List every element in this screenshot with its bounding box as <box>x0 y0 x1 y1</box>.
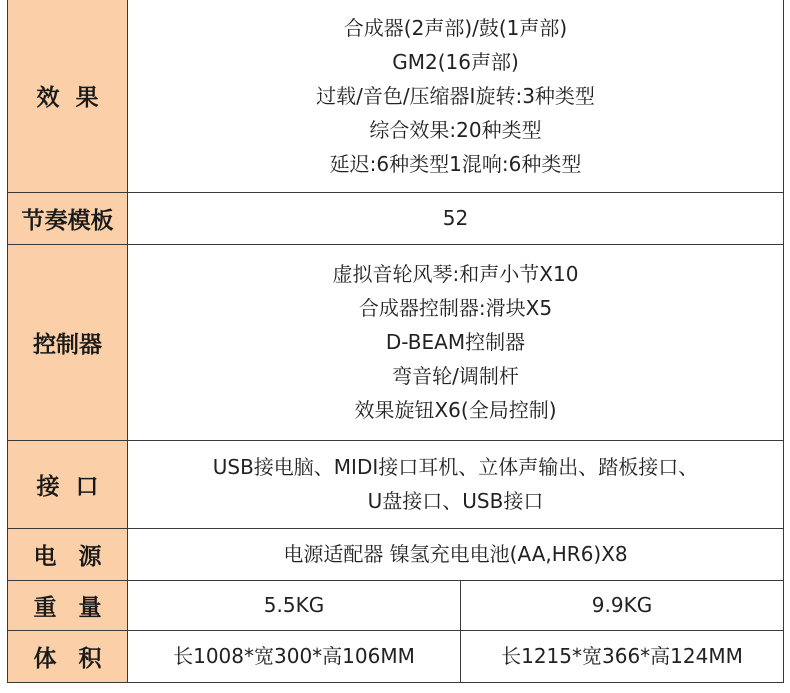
value-line: USB接电脑、MIDI接口耳机、立体声输出、踏板接口、 <box>212 455 699 479</box>
value-line: D-BEAM控制器 <box>385 330 526 354</box>
value-line: 综合效果:20种类型 <box>369 117 542 142</box>
value-interfaces <box>128 440 784 528</box>
value-line: 52 <box>442 206 469 230</box>
value-line: 合成器(2声部)/鼓(1声部) <box>343 15 568 40</box>
spec-row-rhythm-patterns <box>8 192 784 244</box>
value-power <box>128 528 784 580</box>
value-line: 弯音轮/调制杆 <box>392 364 519 388</box>
value-weight-left: 5.5KG <box>128 580 461 630</box>
value-rhythm-patterns <box>128 192 784 244</box>
value-line: 虚拟音轮风琴:和声小节X10 <box>332 262 579 286</box>
label-power: 电源 <box>8 528 128 580</box>
value-line: 延迟:6种类型1混响:6种类型 <box>329 151 582 176</box>
spec-row-power <box>8 528 784 580</box>
label-weight: 重量 <box>8 580 128 630</box>
value-dimensions-left: 长1008*宽300*高106MM <box>128 630 461 682</box>
spec-row-weight <box>8 580 784 630</box>
spec-row-effects <box>8 0 784 192</box>
value-dimensions-right: 长1215*宽366*高124MM <box>461 630 784 682</box>
value-line: 效果旋钮X6(全局控制) <box>354 398 557 422</box>
label-controllers: 控制器 <box>8 244 128 440</box>
label-interfaces: 接口 <box>8 440 128 528</box>
value-line: 电源适配器 镍氢充电电池(AA,HR6)X8 <box>283 542 628 566</box>
value-weight-right: 9.9KG <box>461 580 784 630</box>
value-line: GM2(16声部) <box>392 49 519 74</box>
value-effects <box>128 0 784 192</box>
spec-row-controllers <box>8 244 784 440</box>
label-dimensions: 体积 <box>8 630 128 682</box>
value-controllers <box>128 244 784 440</box>
value-line: 过载/音色/压缩器I旋转:3种类型 <box>316 83 595 108</box>
label-effects: 效果 <box>8 0 128 192</box>
spec-row-dimensions <box>8 630 784 682</box>
value-line: 合成器控制器:滑块X5 <box>358 296 553 320</box>
label-rhythm-patterns: 节奏模板 <box>8 192 128 244</box>
value-line: U盘接口、USB接口 <box>367 489 544 513</box>
spec-table <box>7 0 784 683</box>
spec-row-interfaces <box>8 440 784 528</box>
